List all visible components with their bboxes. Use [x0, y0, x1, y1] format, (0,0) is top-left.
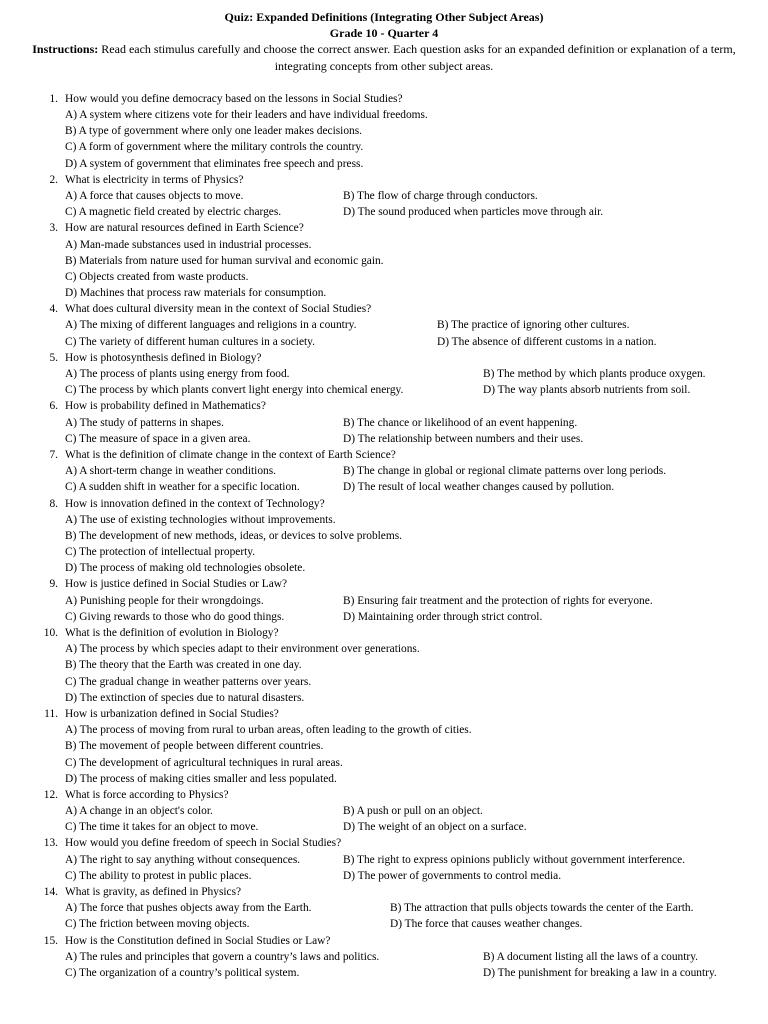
quiz-title: Quiz: Expanded Definitions (Integrating Other Subject Areas) — [224, 10, 544, 24]
answer-option: C) The variety of different human cultures in a society. — [65, 335, 315, 348]
answer-option: C) A magnetic field created by electric charges. — [65, 206, 282, 219]
answer-option: D) The force that causes weather changes. — [390, 918, 583, 931]
question-number: 13. — [43, 837, 58, 850]
option-row — [65, 253, 758, 269]
question-text: What is force according to Physics? — [65, 788, 229, 801]
question-text: How would you define freedom of speech in Social Studies? — [65, 837, 342, 850]
answer-option: C) The time it takes for an object to move. — [65, 821, 259, 834]
option-row — [65, 528, 758, 544]
answer-option: A) Punishing people for their wrongdoings. — [65, 594, 264, 607]
answer-option: B) The movement of people between different countries. — [65, 740, 324, 753]
question-stem — [43, 933, 758, 949]
answer-option: A) A change in an object's color. — [65, 805, 213, 818]
answer-option: C) Giving rewards to those who do good things. — [65, 610, 285, 623]
option-row — [65, 544, 758, 560]
option-row — [65, 560, 758, 576]
question-stem — [43, 625, 758, 641]
answer-option: B) The attraction that pulls objects towards the center of the Earth. — [390, 902, 694, 915]
question-text: What is gravity, as defined in Physics? — [65, 886, 242, 898]
answer-option: B) Ensuring fair treatment and the protection of rights for everyone. — [343, 594, 653, 607]
question-stem — [49, 576, 758, 592]
question-stem — [49, 447, 758, 463]
option-row — [65, 479, 758, 495]
question-item — [0, 576, 758, 625]
answer-option: A) The mixing of different languages and religions in a country. — [65, 319, 357, 332]
option-row — [65, 657, 758, 673]
question-number: 2. — [49, 173, 58, 186]
answer-option: C) The gradual change in weather patterns over years. — [65, 675, 312, 688]
option-row — [65, 755, 758, 771]
question-number: 6. — [49, 400, 58, 413]
option-row — [65, 285, 758, 301]
option-row — [65, 722, 758, 738]
answer-option: D) A system of government that eliminates free speech and press. — [65, 157, 364, 170]
answer-option: B) A push or pull on an object. — [343, 805, 483, 818]
question-stem — [43, 884, 758, 900]
option-row — [65, 317, 758, 333]
question-stem — [44, 706, 758, 722]
option-row — [65, 415, 758, 431]
answer-option: A) The process of plants using energy from food. — [65, 368, 290, 380]
question-text: How is urbanization defined in Social Studies? — [65, 707, 279, 720]
answer-option: D) The punishment for breaking a law in a country. — [483, 966, 717, 979]
option-row — [65, 965, 758, 981]
option-row — [65, 641, 758, 657]
quiz-header — [0, 0, 768, 41]
answer-option: B) The change in global or regional climate patterns over long periods. — [343, 465, 667, 478]
question-stem — [43, 835, 758, 851]
question-item — [0, 220, 758, 301]
option-row — [65, 674, 758, 690]
answer-option: D) The extinction of species due to natural disasters. — [65, 691, 305, 704]
answer-option: C) The measure of space in a given area. — [65, 432, 251, 445]
answer-option: A) The use of existing technologies without improvements. — [65, 513, 336, 526]
option-row — [65, 107, 758, 123]
option-row — [65, 819, 758, 835]
answer-option: D) The process of making old technologies obsolete. — [65, 562, 306, 575]
answer-option: B) The chance or likelihood of an event happening. — [343, 416, 578, 429]
answer-option: C) The ability to protest in public places. — [65, 869, 252, 882]
question-item — [0, 350, 758, 399]
question-item — [0, 884, 758, 933]
option-row — [65, 463, 758, 479]
option-row — [65, 366, 758, 382]
answer-option: A) Man-made substances used in industrial processes. — [65, 238, 312, 251]
option-row — [65, 139, 758, 155]
question-text: How is innovation defined in the context of Technology? — [65, 497, 325, 510]
question-number: 5. — [49, 351, 58, 364]
answer-option: B) The development of new methods, ideas, or devices to solve problems. — [65, 529, 403, 542]
answer-option: B) The practice of ignoring other cultures. — [437, 319, 630, 332]
question-item — [0, 933, 758, 982]
option-row — [65, 609, 758, 625]
question-stem — [49, 172, 758, 188]
answer-option: B) The method by which plants produce oxygen. — [483, 368, 706, 380]
answer-option: D) Maintaining order through strict control. — [343, 610, 543, 623]
quiz-subtitle: Grade 10 - Quarter 4 — [329, 26, 439, 41]
option-row — [65, 738, 758, 754]
answer-option: D) The process of making cities smaller and less populated. — [65, 772, 337, 785]
option-row — [65, 771, 758, 787]
answer-option: A) The right to say anything without consequences. — [65, 853, 301, 866]
question-text: What is the definition of evolution in Biology? — [65, 627, 279, 639]
answer-option: A) The process by which species adapt to their environment over generations. — [65, 643, 420, 656]
question-stem — [49, 301, 758, 317]
answer-option: B) A type of government where only one leader makes decisions. — [65, 125, 363, 138]
answer-option: A) The force that pushes objects away from the Earth. — [65, 902, 312, 915]
question-number: 12. — [43, 788, 58, 801]
question-number: 9. — [49, 578, 58, 591]
question-text: How is the Constitution defined in Social Studies or Law? — [65, 934, 331, 947]
answer-option: C) A sudden shift in weather for a specific location. — [65, 481, 300, 494]
answer-option: D) The sound produced when particles move through air. — [343, 206, 604, 219]
answer-option: A) The process of moving from rural to urban areas, often leading to the growth of cities. — [65, 724, 472, 737]
answer-option: C) Objects created from waste products. — [65, 270, 249, 283]
question-stem — [49, 350, 758, 366]
answer-option: D) The result of local weather changes caused by pollution. — [343, 481, 615, 494]
question-item — [0, 91, 758, 172]
answer-option: C) A form of government where the military controls the country. — [65, 141, 364, 154]
answer-option: A) A force that causes objects to move. — [65, 189, 244, 202]
question-text: What does cultural diversity mean in the context of Social Studies? — [65, 303, 372, 316]
question-number: 3. — [49, 222, 58, 235]
question-item — [0, 398, 758, 447]
question-item — [0, 496, 758, 577]
option-row — [65, 690, 758, 706]
answer-option: C) The friction between moving objects. — [65, 918, 250, 931]
question-text: How is probability defined in Mathematics? — [65, 400, 266, 413]
question-text: How is justice defined in Social Studies or Law? — [65, 578, 288, 591]
question-list — [0, 91, 768, 981]
answer-option: B) The flow of charge through conductors. — [343, 189, 538, 202]
answer-option: D) The absence of different customs in a nation. — [437, 335, 657, 348]
answer-option: C) The protection of intellectual property. — [65, 546, 256, 559]
option-row — [65, 123, 758, 139]
answer-option: B) The theory that the Earth was created in one day. — [65, 659, 302, 672]
option-row — [65, 156, 758, 172]
question-item — [0, 787, 758, 836]
option-row — [65, 382, 758, 398]
instructions-text: Read each stimulus carefully and choose the correct answer. Each question asks for an expanded definition or explanation of a term, integrating concepts from other subject areas. — [98, 42, 736, 73]
answer-option: D) The relationship between numbers and their uses. — [343, 432, 584, 445]
question-text: What is electricity in terms of Physics? — [65, 173, 244, 186]
question-number: 15. — [43, 934, 58, 947]
answer-option: A) The study of patterns in shapes. — [65, 416, 224, 429]
option-row — [65, 512, 758, 528]
question-item — [0, 172, 758, 221]
answer-option: D) The power of governments to control media. — [343, 869, 562, 882]
question-number: 10. — [43, 627, 58, 639]
question-item — [0, 835, 758, 884]
option-row — [65, 188, 758, 204]
answer-option: B) Materials from nature used for human survival and economic gain. — [65, 254, 384, 267]
question-stem — [49, 496, 758, 512]
option-row — [65, 949, 758, 965]
option-row — [65, 204, 758, 220]
question-number: 1. — [49, 92, 58, 105]
question-number: 7. — [49, 448, 58, 461]
answer-option: B) A document listing all the laws of a country. — [483, 950, 699, 963]
answer-option: D) The weight of an object on a surface. — [343, 821, 527, 834]
answer-option: A) The rules and principles that govern a country’s laws and politics. — [65, 950, 380, 963]
question-item — [0, 706, 758, 787]
question-number: 14. — [43, 886, 58, 898]
question-stem — [49, 91, 758, 107]
question-stem — [43, 787, 758, 803]
question-number: 8. — [49, 497, 58, 510]
option-row — [65, 334, 758, 350]
option-row — [65, 593, 758, 609]
answer-option: B) The right to express opinions publicly without government interference. — [343, 853, 686, 866]
answer-option: D) The way plants absorb nutrients from soil. — [483, 384, 691, 397]
option-row — [65, 916, 758, 932]
option-row — [65, 803, 758, 819]
instructions-label: Instructions: — [32, 42, 99, 57]
question-text: How is photosynthesis defined in Biology? — [65, 351, 262, 364]
answer-option: C) The process by which plants convert light energy into chemical energy. — [65, 384, 404, 397]
question-text: How are natural resources defined in Earth Science? — [65, 222, 304, 235]
option-row — [65, 237, 758, 253]
option-row — [65, 431, 758, 447]
question-stem — [49, 398, 758, 414]
option-row — [65, 900, 758, 916]
answer-option: D) Machines that process raw materials for consumption. — [65, 287, 327, 300]
option-row — [65, 269, 758, 285]
question-number: 4. — [49, 303, 58, 316]
question-stem — [49, 220, 758, 236]
answer-option: C) The organization of a country’s political system. — [65, 966, 300, 979]
answer-option: A) A short-term change in weather conditions. — [65, 465, 276, 478]
instructions — [0, 41, 768, 73]
question-number: 11. — [44, 707, 58, 720]
answer-option: A) A system where citizens vote for their leaders and have individual freedoms. — [65, 109, 428, 121]
question-item — [0, 301, 758, 350]
question-item — [0, 447, 758, 496]
question-text: What is the definition of climate change in the context of Earth Science? — [65, 448, 396, 461]
option-row — [65, 868, 758, 884]
answer-option: C) The development of agricultural techniques in rural areas. — [65, 756, 343, 769]
question-item — [0, 625, 758, 706]
option-row — [65, 852, 758, 868]
question-text: How would you define democracy based on the lessons in Social Studies? — [65, 92, 403, 105]
